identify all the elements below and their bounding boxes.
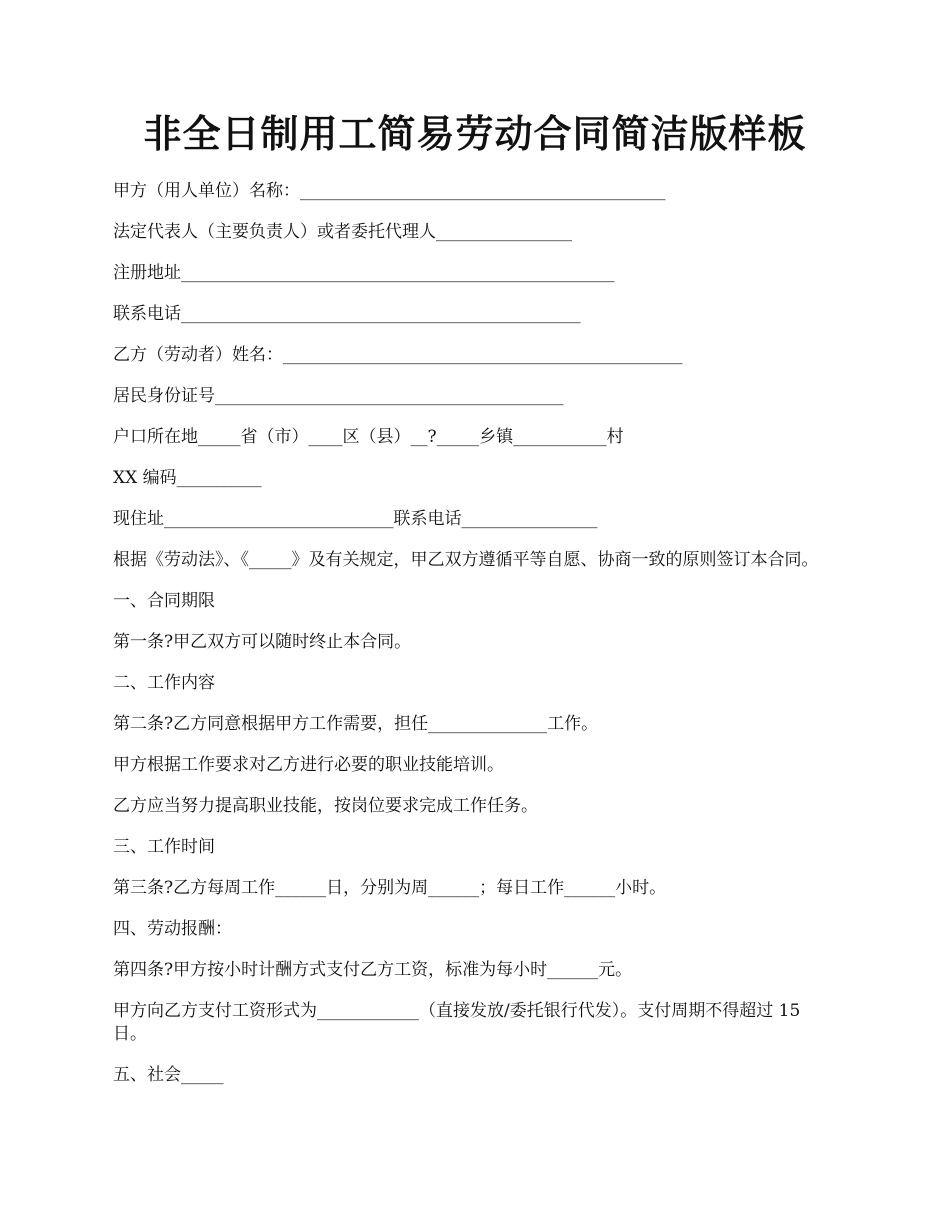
skills-paragraph: 乙方应当努力提高职业技能，按岗位要求完成工作任务。	[113, 796, 538, 816]
section-heading-remuneration: 四、劳动报酬：	[113, 919, 232, 939]
preamble-paragraph: 根据《劳动法》、《_____》及有关规定，甲乙双方遵循平等自愿、协商一致的原则签订本合同。	[113, 550, 819, 570]
article-one: 第一条?甲乙双方可以随时终止本合同。	[113, 632, 412, 652]
id-number-line: 居民身份证号_________________________________________	[113, 386, 564, 406]
payment-form-paragraph: 甲方向乙方支付工资形式为____________（直接发放/委托银行代发）。支付周期不得超过 15 日。	[113, 1001, 801, 1044]
legal-representative-line: 法定代表人（主要负责人）或者委托代理人________________	[113, 222, 572, 242]
postal-code-line: XX 编码__________	[113, 468, 262, 488]
training-paragraph: 甲方根据工作要求对乙方进行必要的职业技能培训。	[113, 755, 504, 775]
document-body	[113, 180, 833, 1105]
section-heading-work-content: 二、工作内容	[113, 673, 215, 693]
party-b-name-line: 乙方（劳动者）姓名：_______________________________________________	[113, 345, 683, 365]
current-address-line: 现住址___________________________联系电话________________	[113, 509, 598, 529]
party-a-phone-line: 联系电话_______________________________________________	[113, 304, 581, 324]
section-heading-work-time: 三、工作时间	[113, 837, 215, 857]
party-a-name-line: 甲方（用人单位）名称：___________________________________________	[113, 181, 666, 201]
section-heading-term: 一、合同期限	[113, 591, 215, 611]
article-four: 第四条?甲方按小时计酬方式支付乙方工资，标准为每小时______元。	[113, 960, 633, 980]
registered-address-line: 注册地址___________________________________________________	[113, 263, 615, 283]
article-three: 第三条?乙方每周工作______日，分别为周______；每日工作______小时。	[113, 878, 667, 898]
article-two: 第二条?乙方同意根据甲方工作需要，担任______________工作。	[113, 714, 599, 734]
household-registration-line: 户口所在地_____省（市）____区（县）__?_____乡镇___________村	[113, 427, 624, 447]
document-title: 非全日制用工简易劳动合同简洁版样板	[143, 111, 807, 156]
section-heading-social: 五、社会_____	[113, 1065, 224, 1085]
